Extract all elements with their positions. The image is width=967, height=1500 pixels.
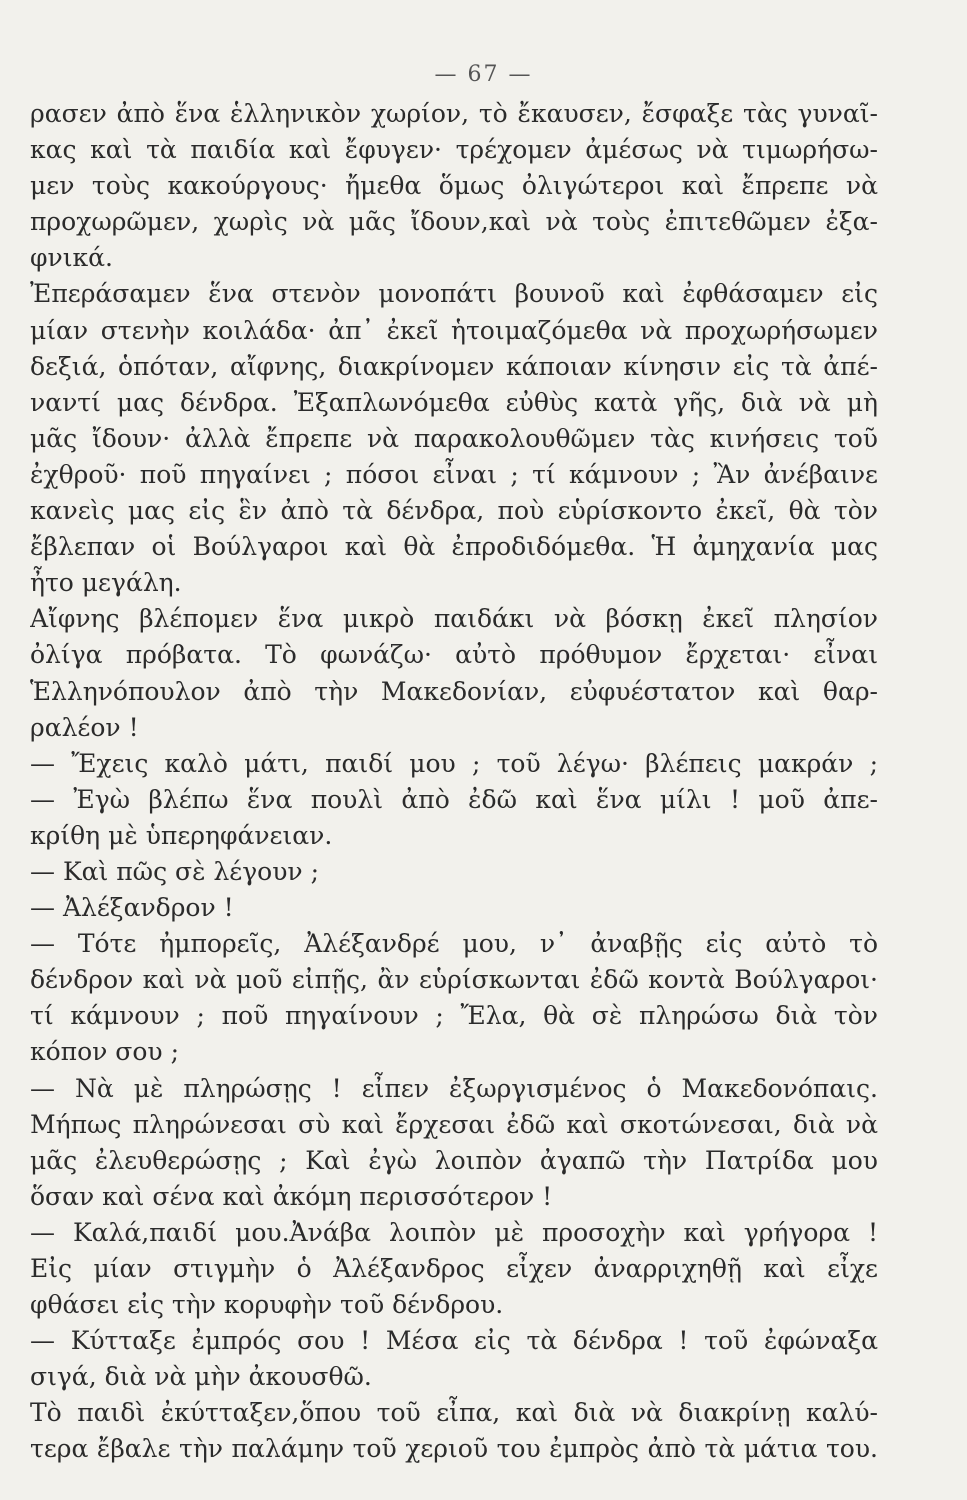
text-line: δεξιά, ὁπόταν, αἴφνης, διακρίνομεν κάποιαν κίνησιν εἰς τὰ ἀπέ-: [30, 351, 878, 381]
text-line: φθάσει εἰς τὴν κορυφὴν τοῦ δένδρου.: [30, 1290, 504, 1320]
text-line: ναντί μας δένδρα. Ἐξαπλωνόμεθα εὐθὺς κατὰ γῆς, διὰ νὰ μὴ: [30, 387, 878, 417]
text-line: μεν τοὺς κακούργους· ἤμεθα ὅμως ὀλιγώτεροι καὶ ἔπρεπε νὰ: [30, 171, 878, 201]
text-line: μᾶς ἴδουν· ἀλλὰ ἔπρεπε νὰ παρακολουθῶμεν τὰς κινήσεις τοῦ: [30, 423, 878, 453]
text-line: — Τότε ἠμπορεῖς, Ἀλέξανδρέ μου, ν᾽ ἀναβῇς εἰς αὐτὸ τὸ: [30, 929, 878, 959]
text-line: κρίθη μὲ ὑπερηφάνειαν.: [30, 820, 333, 850]
text-line: Αἴφνης βλέπομεν ἕνα μικρὸ παιδάκι νὰ βόσκῃ ἐκεῖ πλησίον: [30, 604, 878, 634]
text-line: ἔβλεπαν οἱ Βούλγαροι καὶ θὰ ἐπροδιδόμεθα. Ἡ ἀμηχανία μας: [30, 532, 878, 562]
text-line: — Καλά,παιδί μου.Ἀνάβα λοιπὸν μὲ προσοχὴν καὶ γρήγορα !: [30, 1217, 878, 1247]
text-line: ὀλίγα πρόβατα. Τὸ φωνάζω· αὐτὸ πρόθυμον ἔρχεται· εἶναι: [30, 640, 878, 670]
text-line: ἐχθροῦ· ποῦ πηγαίνει ; πόσοι εἶναι ; τί κάμνουν ; Ἂν ἀνέβαινε: [30, 459, 878, 489]
text-line: Ἑλληνόπουλον ἀπὸ τὴν Μακεδονίαν, εὐφυέστατον καὶ θαρ-: [30, 676, 878, 706]
text-line: μίαν στενὴν κοιλάδα· ἀπ᾽ ἐκεῖ ἡτοιμαζόμεθα νὰ προχωρήσωμεν: [30, 315, 878, 345]
text-line: μᾶς ἐλευθερώσῃς ; Καὶ ἐγὼ λοιπὸν ἀγαπῶ τὴν Πατρίδα μου: [30, 1145, 878, 1175]
text-line: ὅσαν καὶ σένα καὶ ἀκόμη περισσότερον !: [30, 1181, 553, 1211]
text-line: — Ἔχεις καλὸ μάτι, παιδί μου ; τοῦ λέγω· βλέπεις μακράν ;: [30, 748, 878, 778]
text-line: ἦτο μεγάλη.: [30, 568, 182, 598]
text-line: — Καὶ πῶς σὲ λέγουν ;: [30, 856, 320, 886]
text-line: — Ἀλέξανδρον !: [30, 893, 234, 923]
text-line: Ἐπεράσαμεν ἕνα στενὸν μονοπάτι βουνοῦ καὶ ἐφθάσαμεν εἰς: [30, 279, 878, 309]
body-text: [30, 96, 878, 1468]
text-line: φνικά.: [30, 243, 113, 273]
text-line: ρασεν ἀπὸ ἕνα ἑλληνικὸν χωρίον, τὸ ἔκαυσεν, ἔσφαξε τὰς γυναῖ-: [30, 99, 878, 128]
text-line: σιγά, διὰ νὰ μὴν ἀκουσθῶ.: [30, 1362, 372, 1392]
text-line: προχωρῶμεν, χωρὶς νὰ μᾶς ἴδουν,καὶ νὰ τοὺς ἐπιτεθῶμεν ἐξα-: [30, 207, 878, 237]
text-line: — Ἐγὼ βλέπω ἕνα πουλὶ ἀπὸ ἐδῶ καὶ ἕνα μίλι ! μοῦ ἀπε-: [30, 784, 878, 814]
text-line: κανεὶς μας εἰς ἓν ἀπὸ τὰ δένδρα, ποὺ εὑρίσκοντο ἐκεῖ, θὰ τὸν: [30, 496, 878, 526]
text-line: — Νὰ μὲ πληρώσῃς ! εἶπεν ἐξωργισμένος ὁ Μακεδονόπαις.: [30, 1073, 878, 1103]
text-line: Τὸ παιδὶ ἐκύτταξεν,ὅπου τοῦ εἶπα, καὶ διὰ νὰ διακρίνῃ καλύ-: [30, 1398, 878, 1428]
text-line: τί κάμνουν ; ποῦ πηγαίνουν ; Ἔλα, θὰ σὲ πληρώσω διὰ τὸν: [30, 1001, 878, 1031]
text-line: — Κύτταξε ἐμπρός σου ! Μέσα εἰς τὰ δένδρα ! τοῦ ἐφώναξα: [30, 1326, 878, 1356]
page-number: — 67 —: [434, 62, 533, 87]
text-line: Εἰς μίαν στιγμὴν ὁ Ἀλέξανδρος εἶχεν ἀναρριχηθῇ καὶ εἶχε: [30, 1254, 878, 1283]
text-line: ραλέον !: [30, 712, 139, 742]
text-line: τερα ἔβαλε τὴν παλάμην τοῦ χεριοῦ του ἐμπρὸς ἀπὸ τὰ μάτια του.: [30, 1434, 878, 1464]
text-line: κας καὶ τὰ παιδία καὶ ἔφυγεν· τρέχομεν ἀμέσως νὰ τιμωρήσω-: [30, 135, 878, 165]
text-line: Μήπως πληρώνεσαι σὺ καὶ ἔρχεσαι ἐδῶ καὶ σκοτώνεσαι, διὰ νὰ: [30, 1109, 878, 1139]
text-line: κόπον σου ;: [30, 1037, 179, 1067]
text-line: δένδρον καὶ νὰ μοῦ εἰπῇς, ἂν εὑρίσκωνται ἐδῶ κοντὰ Βούλγαροι·: [30, 965, 878, 995]
